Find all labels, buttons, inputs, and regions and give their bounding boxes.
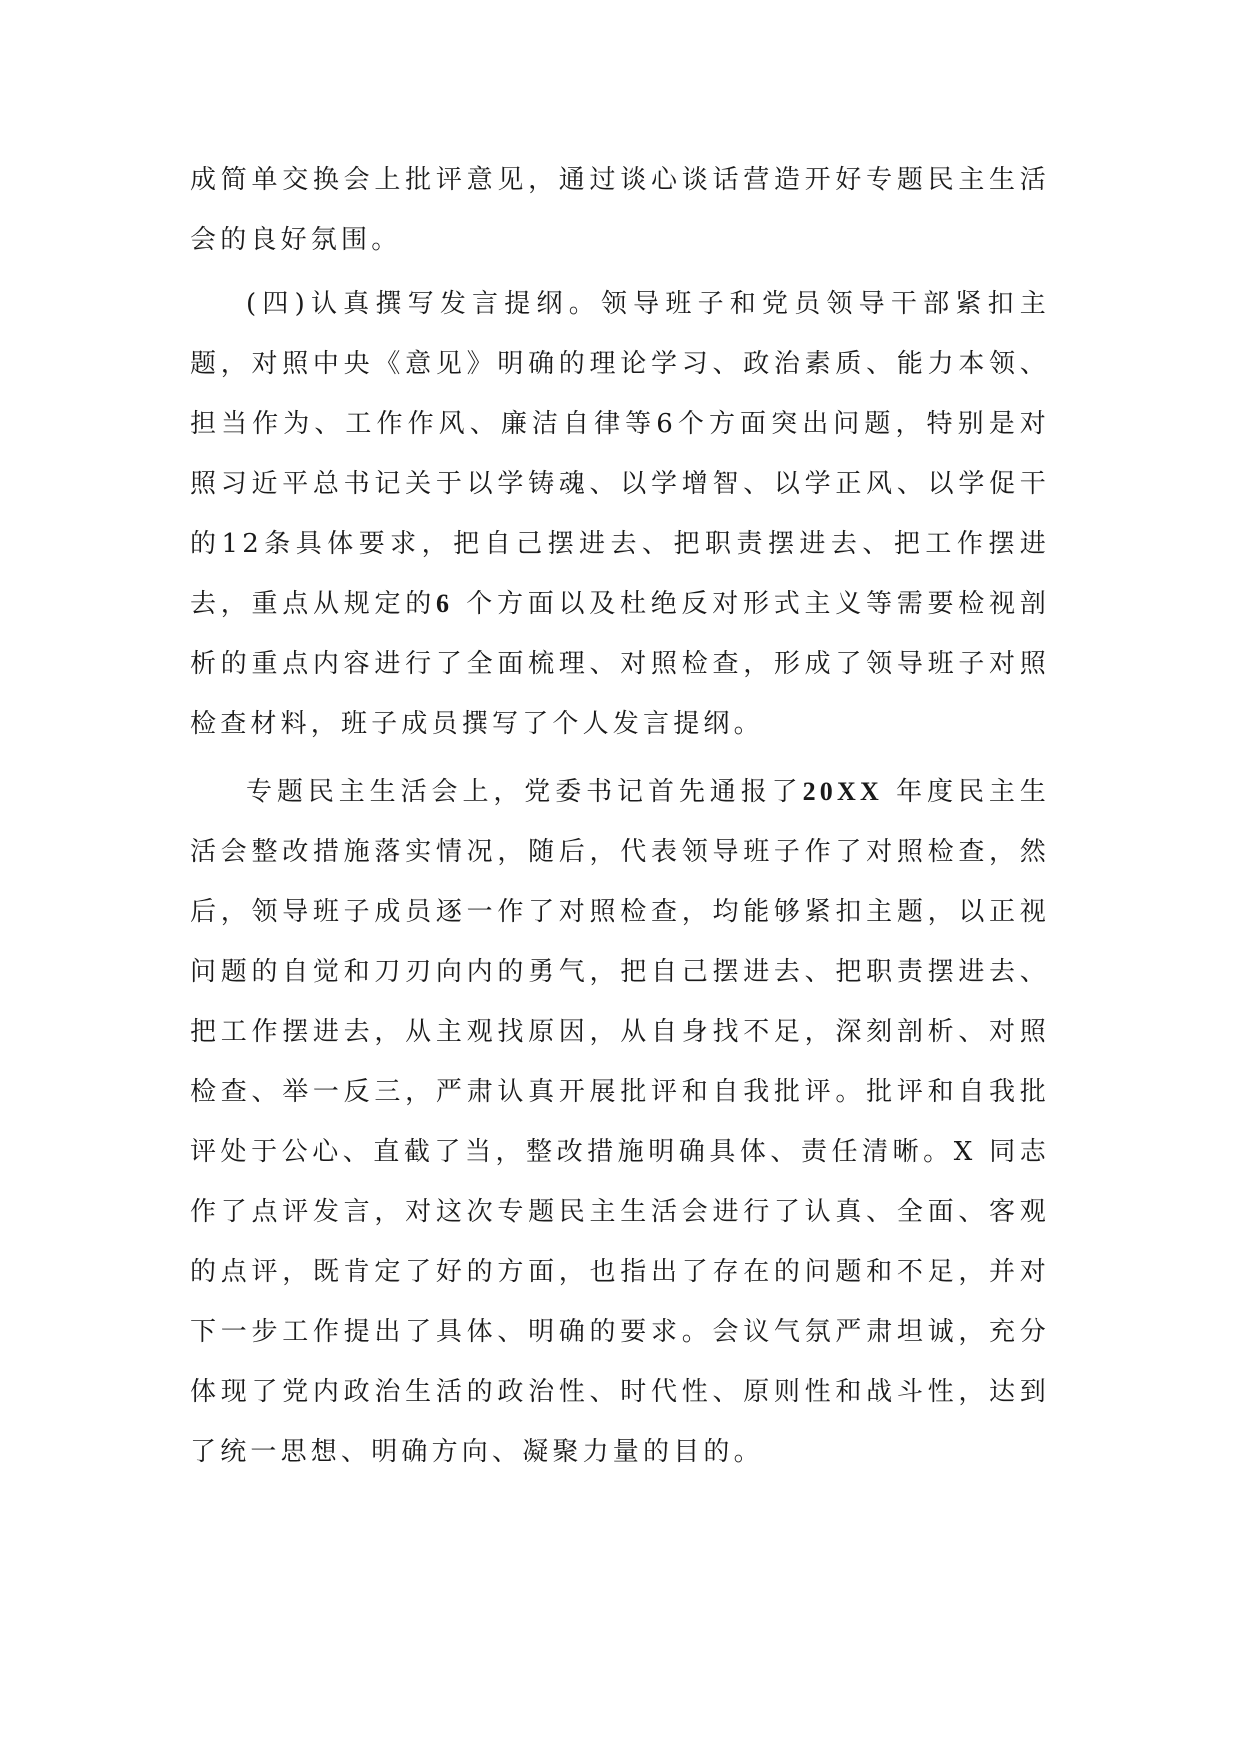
paragraph-continuation-text: 成简单交换会上批评意见，通过谈心谈话营造开好专题民主生活会的良好氛围。	[190, 165, 1050, 255]
paragraph-continuation	[190, 150, 1050, 270]
paragraph-section-four-text: (四)认真撰写发言提纲。领导班子和党员领导干部紧扣主题，对照中央《意见》明确的理论学习、政治素质、能力本领、担当作为、工作作风、廉洁自律等6个方面突出问题，特别是对照习近平总书记关于以学铸魂、以学增智、以学正风、以学促干的12条具体要求，把自己摆进去、把职责摆进去、把工作摆进去，重点从规定的	[190, 289, 1050, 619]
aspect-count-number: 6	[436, 589, 454, 618]
paragraph-section-four-tail: 个方面以及杜绝反对形式主义等需要检视剖析的重点内容进行了全面梳理、对照检查，形成了领导班子对照检查材料，班子成员撰写了个人发言提纲。	[190, 589, 1051, 739]
paragraph-meeting-head: 专题民主生活会上，党委书记首先通报了	[246, 777, 803, 807]
document-body	[190, 150, 1050, 1482]
paragraph-section-four	[190, 274, 1050, 754]
paragraph-meeting-summary	[190, 762, 1050, 1482]
paragraph-meeting-tail: 年度民主生活会整改措施落实情况，随后，代表领导班子作了对照检查，然后，领导班子成员逐一作了对照检查，均能够紧扣主题，以正视问题的自觉和刀刃向内的勇气，把自己摆进去、把职责摆进去、把工作摆进去，从主观找原因，从自身找不足，深刻剖析、对照检查、举一反三，严肃认真开展批评和自我批评。批评和自我批评处于公心、直截了当，整改措施明确具体、责任清晰。X 同志作了点评发言，对这次专题民主生活会进行了认真、全面、客观的点评，既肯定了好的方面，也指出了存在的问题和不足，并对下一步工作提出了具体、明确的要求。会议气氛严肃坦诚，充分体现了党内政治生活的政治性、时代性、原则性和战斗性，达到了统一思想、明确方向、凝聚力量的目的。	[190, 777, 1050, 1467]
meeting-year: 20XX	[802, 777, 883, 806]
